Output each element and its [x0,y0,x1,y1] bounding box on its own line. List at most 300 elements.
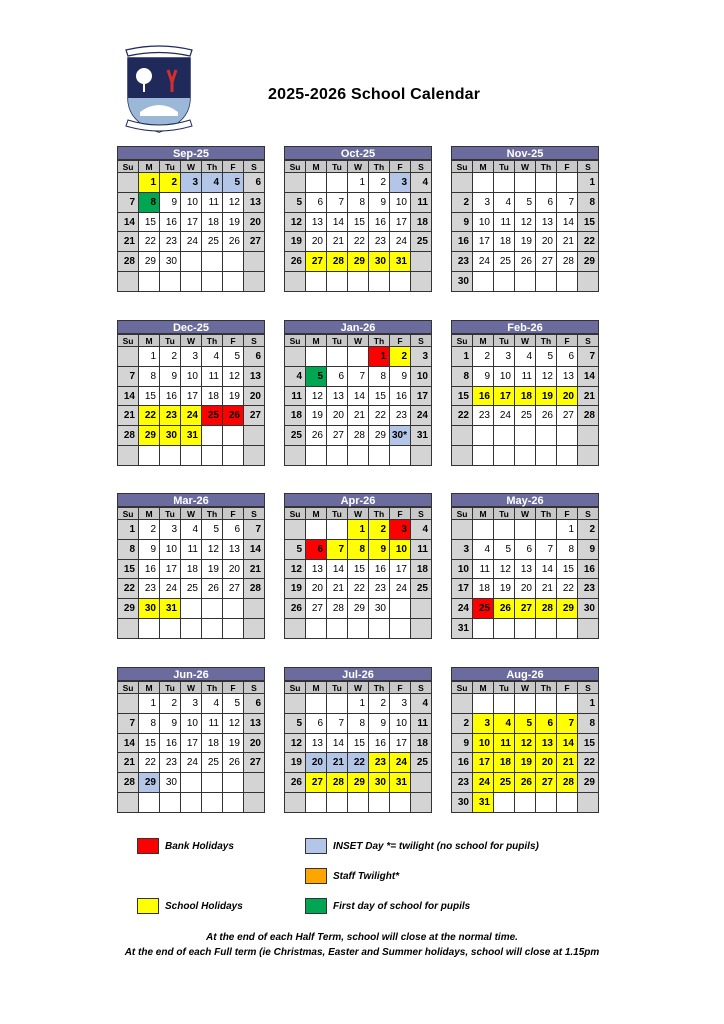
day-cell: 3 [390,694,411,714]
empty-cell [139,793,160,813]
weekday-header: F [390,335,411,347]
day-cell: 29 [139,426,160,446]
month-days-grid [117,507,265,639]
empty-cell [494,694,515,714]
day-cell: 24 [390,232,411,252]
day-cell: 2 [473,347,494,367]
day-cell: 28 [536,599,557,619]
day-cell: 29 [348,252,369,272]
day-cell: 11 [515,367,536,387]
weekday-header: W [515,161,536,173]
day-cell: 15 [348,734,369,754]
day-cell: 2 [452,193,473,213]
empty-cell [536,173,557,193]
day-cell: 21 [118,406,139,426]
day-cell: 27 [536,252,557,272]
day-cell: 20 [306,579,327,599]
empty-cell [515,173,536,193]
day-cell: 25 [202,232,223,252]
day-cell: 7 [557,193,578,213]
day-cell: 22 [139,406,160,426]
empty-cell [473,173,494,193]
day-cell: 7 [118,714,139,734]
weekday-header: Th [202,682,223,694]
day-cell: 29 [118,599,139,619]
legend-bank-label: Bank Holidays [165,840,234,852]
month-days-grid [451,507,599,639]
weekday-header: Tu [160,682,181,694]
weekday-header: W [348,508,369,520]
day-cell: 1 [452,347,473,367]
day-cell: 18 [202,734,223,754]
weekday-header: Su [285,682,306,694]
empty-cell [348,347,369,367]
day-cell: 1 [348,173,369,193]
empty-cell [306,173,327,193]
weekday-header: Th [536,335,557,347]
empty-cell [139,272,160,292]
empty-cell [557,173,578,193]
day-cell: 29 [348,599,369,619]
day-cell: 6 [244,347,265,367]
empty-cell [285,694,306,714]
empty-cell [557,426,578,446]
weekday-header: Tu [494,508,515,520]
day-cell: 23 [578,579,599,599]
weekday-header: Su [285,508,306,520]
day-cell: 27 [306,599,327,619]
empty-cell [348,446,369,466]
weekday-header: M [473,508,494,520]
empty-cell [202,793,223,813]
day-cell: 12 [223,367,244,387]
empty-cell [494,272,515,292]
empty-cell [306,347,327,367]
day-cell: 16 [139,560,160,580]
day-cell: 24 [473,773,494,793]
day-cell: 5 [494,540,515,560]
day-cell: 12 [515,734,536,754]
empty-cell [223,793,244,813]
day-cell: 1 [348,694,369,714]
day-cell: 5 [536,347,557,367]
weekday-header: F [557,682,578,694]
day-cell: 26 [285,773,306,793]
weekday-header: M [306,335,327,347]
weekday-header: M [473,161,494,173]
day-cell: 20 [327,406,348,426]
weekday-header: Tu [494,161,515,173]
empty-cell [181,446,202,466]
empty-cell [285,619,306,639]
day-cell: 15 [139,734,160,754]
day-cell: 4 [202,173,223,193]
weekday-header: W [515,508,536,520]
month-header: Mar-26 [117,493,265,507]
day-cell: 5 [285,540,306,560]
weekday-header: S [244,508,265,520]
weekday-header: Th [536,682,557,694]
day-cell: 13 [557,367,578,387]
day-cell: 24 [452,599,473,619]
day-cell: 14 [118,213,139,233]
weekday-header: M [473,682,494,694]
day-cell: 23 [390,406,411,426]
empty-cell [202,252,223,272]
day-cell: 21 [557,753,578,773]
empty-cell [369,619,390,639]
weekday-header: Tu [327,161,348,173]
empty-cell [452,694,473,714]
month-dec-25 [117,320,265,466]
day-cell: 28 [578,406,599,426]
day-cell: 13 [327,387,348,407]
weekday-header: S [244,335,265,347]
empty-cell [557,446,578,466]
day-cell: 10 [181,367,202,387]
empty-cell [139,619,160,639]
weekday-header: Th [202,161,223,173]
empty-cell [473,426,494,446]
empty-cell [202,272,223,292]
day-cell: 30 [452,272,473,292]
day-cell: 12 [285,560,306,580]
day-cell: 28 [557,252,578,272]
day-cell: 9 [369,714,390,734]
day-cell: 2 [160,694,181,714]
day-cell: 24 [494,406,515,426]
month-jun-26 [117,667,265,813]
weekday-header: Th [536,508,557,520]
weekday-header: Th [369,335,390,347]
month-header: Oct-25 [284,146,432,160]
empty-cell [285,347,306,367]
day-cell: 30 [369,252,390,272]
empty-cell [160,446,181,466]
day-cell: 4 [473,540,494,560]
day-cell: 3 [181,694,202,714]
empty-cell [494,520,515,540]
day-cell: 9 [578,540,599,560]
weekday-header: W [348,161,369,173]
day-cell: 26 [494,599,515,619]
day-cell: 16 [578,560,599,580]
day-cell: 18 [202,387,223,407]
day-cell: 20 [223,560,244,580]
weekday-header: M [139,508,160,520]
day-cell: 23 [369,232,390,252]
day-cell: 15 [139,213,160,233]
day-cell: 18 [411,734,432,754]
day-cell: 8 [452,367,473,387]
empty-cell [118,694,139,714]
day-cell: 31 [181,426,202,446]
day-cell: 18 [285,406,306,426]
day-cell: 27 [327,426,348,446]
day-cell: 13 [536,734,557,754]
day-cell: 22 [118,579,139,599]
day-cell: 19 [515,232,536,252]
month-days-grid [451,681,599,813]
day-cell: 24 [473,252,494,272]
day-cell: 20 [306,232,327,252]
day-cell: 30 [160,252,181,272]
weekday-header: W [181,335,202,347]
day-cell: 20 [244,734,265,754]
day-cell: 26 [285,252,306,272]
day-cell: 15 [578,213,599,233]
empty-cell [244,252,265,272]
weekday-header: F [223,161,244,173]
empty-cell [494,793,515,813]
empty-cell [515,619,536,639]
day-cell: 25 [494,773,515,793]
day-cell: 27 [223,579,244,599]
day-cell: 14 [118,734,139,754]
day-cell: 2 [452,714,473,734]
day-cell: 6 [536,193,557,213]
day-cell: 22 [348,579,369,599]
day-cell: 20 [306,753,327,773]
day-cell: 14 [118,387,139,407]
empty-cell [223,252,244,272]
empty-cell [411,272,432,292]
weekday-header: S [411,161,432,173]
day-cell: 22 [139,753,160,773]
empty-cell [306,446,327,466]
month-days-grid [284,334,432,466]
day-cell: 2 [160,347,181,367]
empty-cell [557,694,578,714]
day-cell: 14 [244,540,265,560]
day-cell: 8 [578,193,599,213]
day-cell: 24 [411,406,432,426]
weekday-header: S [578,508,599,520]
day-cell: 14 [557,734,578,754]
weekday-header: Su [118,161,139,173]
day-cell: 7 [536,540,557,560]
day-cell: 13 [244,714,265,734]
day-cell: 17 [411,387,432,407]
day-cell: 2 [139,520,160,540]
day-cell: 6 [306,714,327,734]
day-cell: 6 [244,173,265,193]
empty-cell [244,793,265,813]
weekday-header: S [411,682,432,694]
day-cell: 19 [202,560,223,580]
weekday-header: F [557,161,578,173]
legend-twilight-label: Staff Twilight* [333,870,400,882]
day-cell: 7 [348,367,369,387]
day-cell: 30 [160,426,181,446]
day-cell: 13 [306,560,327,580]
day-cell: 12 [285,734,306,754]
day-cell: 24 [390,753,411,773]
day-cell: 13 [223,540,244,560]
empty-cell [118,272,139,292]
day-cell: 2 [369,520,390,540]
day-cell: 20 [536,232,557,252]
day-cell: 2 [369,173,390,193]
weekday-header: Th [369,682,390,694]
legend-first-day-swatch [305,898,327,914]
day-cell: 15 [348,213,369,233]
day-cell: 21 [327,753,348,773]
weekday-header: Su [118,335,139,347]
day-cell: 17 [181,734,202,754]
day-cell: 23 [160,406,181,426]
day-cell: 21 [327,232,348,252]
day-cell: 10 [411,367,432,387]
weekday-header: W [181,161,202,173]
day-cell: 11 [202,193,223,213]
weekday-header: Tu [494,682,515,694]
day-cell: 9 [452,213,473,233]
day-cell: 28 [118,252,139,272]
empty-cell [327,619,348,639]
empty-cell [515,446,536,466]
empty-cell [473,520,494,540]
day-cell: 17 [473,753,494,773]
day-cell: 1 [139,347,160,367]
day-cell: 13 [306,734,327,754]
weekday-header: Tu [160,335,181,347]
empty-cell [223,599,244,619]
day-cell: 5 [202,520,223,540]
day-cell: 6 [223,520,244,540]
month-days-grid [284,160,432,292]
day-cell: 26 [223,406,244,426]
day-cell: 4 [515,347,536,367]
day-cell: 19 [515,753,536,773]
month-header: Jul-26 [284,667,432,681]
empty-cell [306,793,327,813]
empty-cell [285,272,306,292]
day-cell: 6 [327,367,348,387]
weekday-header: Th [536,161,557,173]
day-cell: 13 [536,213,557,233]
empty-cell [285,520,306,540]
day-cell: 30 [578,599,599,619]
day-cell: 10 [160,540,181,560]
empty-cell [118,446,139,466]
empty-cell [118,619,139,639]
day-cell: 31 [390,773,411,793]
weekday-header: F [557,335,578,347]
empty-cell [390,599,411,619]
day-cell: 1 [139,173,160,193]
empty-cell [181,793,202,813]
day-cell: 28 [244,579,265,599]
day-cell: 4 [494,714,515,734]
day-cell: 2 [390,347,411,367]
day-cell: 23 [160,232,181,252]
legend-bank-swatch [137,838,159,854]
empty-cell [244,773,265,793]
day-cell: 15 [118,560,139,580]
day-cell: 17 [181,213,202,233]
weekday-header: M [139,682,160,694]
day-cell: 8 [139,193,160,213]
legend-inset-label: INSET Day *= twilight (no school for pupils) [333,840,539,852]
empty-cell [536,694,557,714]
day-cell: 26 [536,406,557,426]
month-header: Feb-26 [451,320,599,334]
day-cell: 6 [557,347,578,367]
day-cell: 16 [369,734,390,754]
note-half-term: At the end of each Half Term, school will close at the normal time. [206,932,518,943]
empty-cell [160,793,181,813]
day-cell: 7 [244,520,265,540]
empty-cell [557,619,578,639]
legend-twilight [305,868,399,884]
day-cell: 9 [369,193,390,213]
day-cell: 26 [306,426,327,446]
empty-cell [473,446,494,466]
day-cell: 22 [578,753,599,773]
legend-first-day-label: First day of school for pupils [333,900,471,912]
empty-cell [536,272,557,292]
day-cell: 3 [390,173,411,193]
day-cell: 29 [557,599,578,619]
day-cell: 18 [473,579,494,599]
day-cell: 18 [181,560,202,580]
day-cell: 10 [181,714,202,734]
empty-cell [578,619,599,639]
legend-twilight-swatch [305,868,327,884]
day-cell: 17 [160,560,181,580]
day-cell: 12 [223,714,244,734]
day-cell: 28 [118,426,139,446]
day-cell: 5 [515,193,536,213]
empty-cell [118,347,139,367]
day-cell: 15 [578,734,599,754]
empty-cell [181,619,202,639]
day-cell: 28 [118,773,139,793]
day-cell: 28 [327,599,348,619]
day-cell: 23 [452,252,473,272]
day-cell: 15 [452,387,473,407]
day-cell: 28 [327,252,348,272]
day-cell: 20 [244,387,265,407]
day-cell: 3 [160,520,181,540]
empty-cell [181,773,202,793]
day-cell: 17 [452,579,473,599]
day-cell: 27 [557,406,578,426]
empty-cell [327,446,348,466]
month-days-grid [451,160,599,292]
weekday-header: M [306,161,327,173]
empty-cell [327,793,348,813]
day-cell: 24 [390,579,411,599]
weekday-header: Tu [160,161,181,173]
month-jan-26 [284,320,432,466]
day-cell: 26 [515,773,536,793]
day-cell: 13 [306,213,327,233]
weekday-header: Su [118,682,139,694]
empty-cell [327,272,348,292]
day-cell: 28 [557,773,578,793]
month-header: Dec-25 [117,320,265,334]
day-cell: 30 [139,599,160,619]
day-cell: 26 [202,579,223,599]
empty-cell [473,619,494,639]
month-days-grid [117,334,265,466]
day-cell: 29 [139,252,160,272]
empty-cell [327,347,348,367]
day-cell: 1 [118,520,139,540]
weekday-header: F [223,335,244,347]
